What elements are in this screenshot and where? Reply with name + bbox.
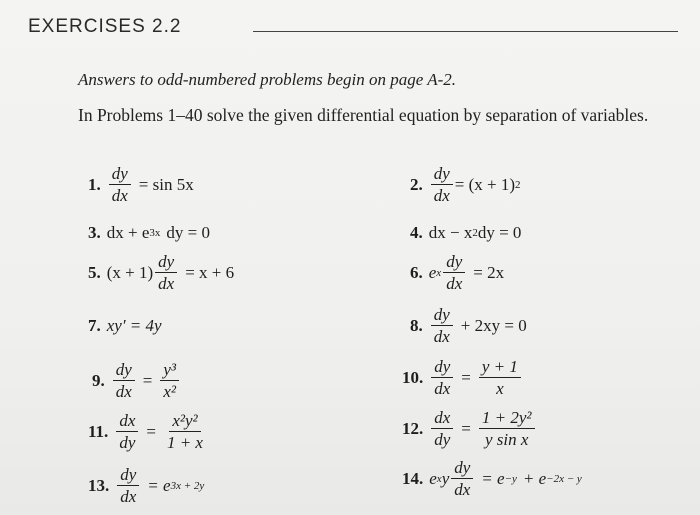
instructions: In Problems 1–40 solve the given differential equation by separation of variables.	[78, 105, 649, 125]
frac-num: dy	[117, 465, 139, 486]
problem-13: 13. $\frac{dy}{dx}$ = e 3x + 2y	[88, 465, 205, 506]
problem-11	[88, 411, 208, 452]
frac-num: dy	[443, 252, 465, 273]
problem-number: 6.	[410, 262, 423, 282]
problem-6: 6. e x $\frac{dy}{dx}$ = 2x	[410, 252, 505, 293]
rhs: = (x + 1)	[454, 174, 516, 194]
frac-num: dy	[451, 458, 473, 479]
frac-num: dy	[431, 357, 453, 378]
frac-den: dx	[433, 327, 450, 346]
frac-den: dx	[454, 480, 471, 499]
problem-14: 14. e x y $\frac{dy}{dx}$ = e −y + e −2x − y	[402, 458, 582, 499]
expr-a: dx + e	[106, 223, 150, 242]
frac-num: dy	[431, 305, 453, 326]
rhs: + 2xy = 0	[460, 315, 527, 335]
problem-3: 3. dx + e 3x dy = 0	[88, 223, 210, 242]
problem-1	[88, 164, 194, 205]
problem-number: 10.	[402, 367, 424, 387]
frac-den: y sin x	[484, 430, 529, 449]
expr-a: dx − x	[428, 223, 473, 242]
frac-num: dx	[431, 408, 453, 429]
frac-num: 1 + 2y²	[479, 408, 535, 429]
frac-den: dx	[115, 382, 132, 401]
frac-num: y³	[160, 360, 179, 381]
frac-num: dy	[109, 164, 131, 185]
problem-number: 4.	[410, 223, 423, 242]
problem-number: 7.	[88, 316, 101, 335]
frac-num: y + 1	[479, 357, 521, 378]
problem-7	[88, 316, 162, 336]
frac-den: dx	[434, 379, 451, 398]
frac-den: x	[496, 379, 504, 398]
equation: xy′ = 4y	[106, 316, 162, 335]
problem-number: 11.	[88, 421, 109, 441]
problem-4: 4. dx − x 2 dy = 0	[410, 223, 522, 242]
problem-5	[88, 252, 234, 293]
problem-10	[402, 357, 523, 398]
frac-den: dx	[111, 186, 128, 205]
rhs-2: + e	[522, 468, 547, 488]
problem-8	[410, 305, 527, 346]
expr-b: dy = 0	[477, 223, 522, 242]
frac-num: x²y²	[169, 411, 200, 432]
problem-number: 9.	[92, 370, 105, 390]
problem-number: 13.	[88, 475, 110, 495]
rhs: = e	[481, 468, 505, 488]
prefix-2: y	[441, 468, 450, 488]
equals: =	[142, 370, 153, 390]
expr-b: dy = 0	[166, 223, 210, 242]
frac-num: dx	[116, 411, 138, 432]
section-title: EXERCISES 2.2	[28, 16, 182, 37]
equals: =	[461, 367, 471, 387]
frac-den: dy	[119, 433, 136, 452]
problem-number: 1.	[88, 174, 101, 194]
equals: =	[146, 421, 156, 441]
problem-2: 2. $\frac{dy}{dx}$ = (x + 1) 2	[410, 164, 521, 205]
rhs: = x + 6	[185, 262, 235, 282]
problem-12	[402, 408, 537, 449]
prefix: e	[428, 262, 437, 282]
problem-number: 8.	[410, 315, 423, 335]
problem-number: 2.	[410, 174, 423, 194]
frac-den: 1 + x	[166, 433, 203, 452]
answers-note: Answers to odd-numbered problems begin on page A-2.	[78, 70, 457, 89]
problem-number: 5.	[88, 262, 101, 282]
frac-num: dy	[155, 252, 177, 273]
prefix: e	[429, 468, 437, 488]
equals: =	[461, 418, 471, 438]
frac-den: dx	[433, 186, 450, 205]
problem-number: 12.	[402, 418, 424, 438]
problem-number: 14.	[402, 468, 424, 488]
problem-number: 3.	[88, 223, 101, 242]
rhs: = 2x	[473, 262, 505, 282]
frac-num: dy	[113, 360, 135, 381]
frac-den: dx	[158, 274, 175, 293]
problem-9	[92, 360, 181, 401]
frac-den: x²	[163, 382, 177, 401]
rhs: = e	[147, 475, 171, 495]
frac-den: dx	[446, 274, 463, 293]
frac-num: dy	[431, 164, 453, 185]
frac-den: dx	[120, 487, 137, 506]
header-rule	[253, 31, 678, 32]
prefix: (x + 1)	[106, 262, 154, 282]
frac-den: dy	[434, 430, 451, 449]
rhs: = sin 5x	[138, 174, 194, 194]
